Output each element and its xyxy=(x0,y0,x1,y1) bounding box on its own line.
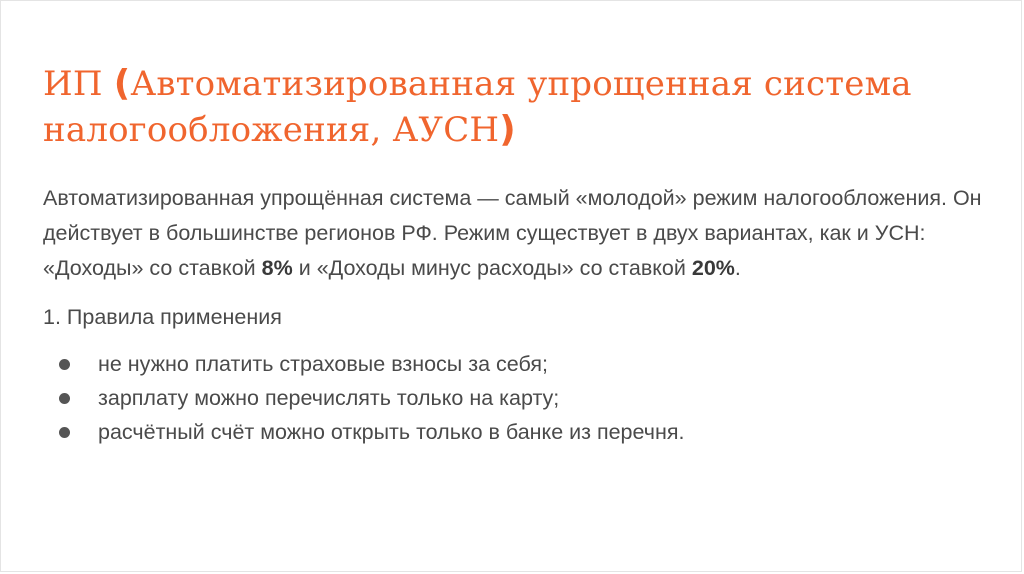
list-item-text: зарплату можно перечислять только на карту; xyxy=(98,386,560,410)
intro-text-3: . xyxy=(734,256,741,280)
intro-paragraph xyxy=(43,181,983,286)
title-inner: Автоматизированная упрощенная система налогообложения, АУСН xyxy=(43,64,912,150)
title-prefix: ИП xyxy=(43,64,114,104)
title-close-paren: ) xyxy=(499,109,516,150)
rules-list xyxy=(43,347,983,449)
list-item-text: не нужно платить страховые взносы за себя; xyxy=(98,352,548,376)
intro-text-1: Автоматизированная упрощённая система — самый «молодой» режим налогообложения. Он действует в большинстве регионов РФ. Режим существует в двух вариантах, как и УСН: «Доходы» со ставкой xyxy=(43,186,982,280)
list-item xyxy=(43,347,983,381)
rate-income-minus-expenses: 20% xyxy=(691,256,735,280)
bullet-dot-icon xyxy=(59,393,70,404)
list-item xyxy=(43,381,983,415)
bullet-dot-icon xyxy=(59,427,70,438)
title-open-paren: ( xyxy=(113,63,131,104)
bullet-dot-icon xyxy=(59,359,70,370)
list-item-text: расчётный счёт можно открыть только в банке из перечня. xyxy=(98,420,685,444)
slide-title xyxy=(43,61,963,153)
section-heading: 1. Правила применения xyxy=(43,305,282,329)
intro-text-2: и «Доходы минус расходы» со ставкой xyxy=(292,256,692,280)
rate-income: 8% xyxy=(261,256,293,280)
slide-body xyxy=(43,181,983,449)
list-item xyxy=(43,415,983,449)
